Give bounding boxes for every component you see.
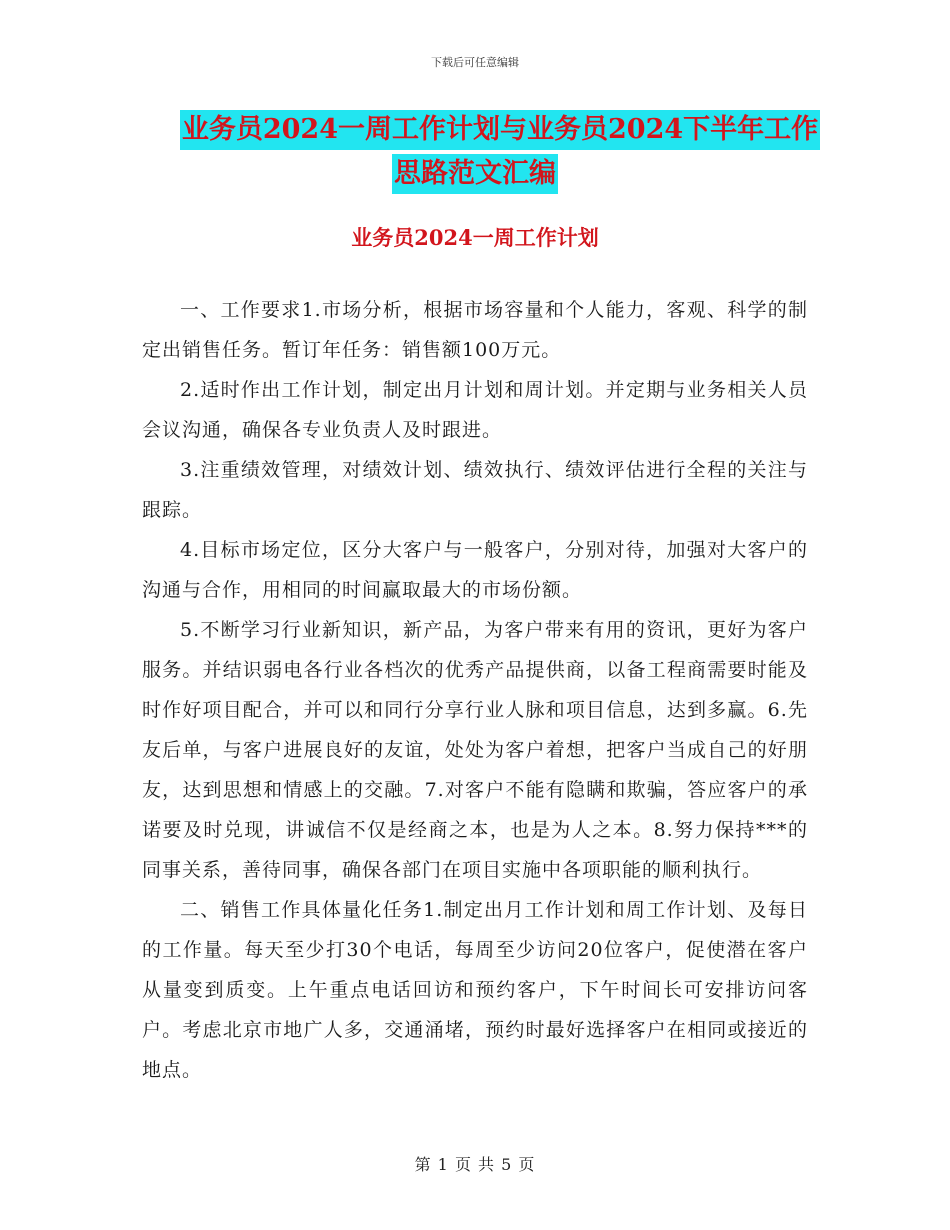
paragraph: 二、销售工作具体量化任务1.制定出月工作计划和周工作计划、及每日的工作量。每天至少打30个电话，每周至少访问20位客户，促使潜在客户从量变到质变。上午重点电话回访和预约客户，下午时间长可安排访问客户。考虑北京市地广人多，交通涌堵，预约时最好选择客户在相同或接近的地点。 <box>142 899 808 1081</box>
document-body <box>142 290 808 1090</box>
paragraph: 4.目标市场定位，区分大客户与一般客户，分别对待，加强对大客户的沟通与合作，用相同的时间赢取最大的市场份额。 <box>142 539 808 601</box>
paragraph: 一、工作要求1.市场分析，根据市场容量和个人能力，客观、科学的制定出销售任务。暂订年任务：销售额100万元。 <box>142 299 808 361</box>
document-title <box>0 110 950 198</box>
page-number: 第 1 页 共 5 页 <box>414 1155 536 1174</box>
title-line-1: 业务员2024一周工作计划与业务员2024下半年工作 <box>180 110 820 150</box>
paragraph: 5.不断学习行业新知识，新产品，为客户带来有用的资讯，更好为客户服务。并结识弱电各行业各档次的优秀产品提供商，以备工程商需要时能及时作好项目配合，并可以和同行分享行业人脉和项目信息，达到多赢。6.先友后单，与客户进展良好的友谊，处处为客户着想，把客户当成自己的好朋友，达到思想和情感上的交融。7.对客户不能有隐瞒和欺骗，答应客户的承诺要及时兑现，讲诚信不仅是经商之本，也是为人之本。8.努力保持***的同事关系，善待同事，确保各部门在项目实施中各项职能的顺利执行。 <box>142 619 808 881</box>
title-line-2: 思路范文汇编 <box>392 154 558 194</box>
page-header-note: 下载后可任意编辑 <box>431 56 519 69</box>
paragraph: 3.注重绩效管理，对绩效计划、绩效执行、绩效评估进行全程的关注与跟踪。 <box>142 459 808 521</box>
paragraph: 2.适时作出工作计划，制定出月计划和周计划。并定期与业务相关人员会议沟通，确保各专业负责人及时跟进。 <box>142 379 808 441</box>
section-heading: 业务员2024一周工作计划 <box>351 225 599 250</box>
